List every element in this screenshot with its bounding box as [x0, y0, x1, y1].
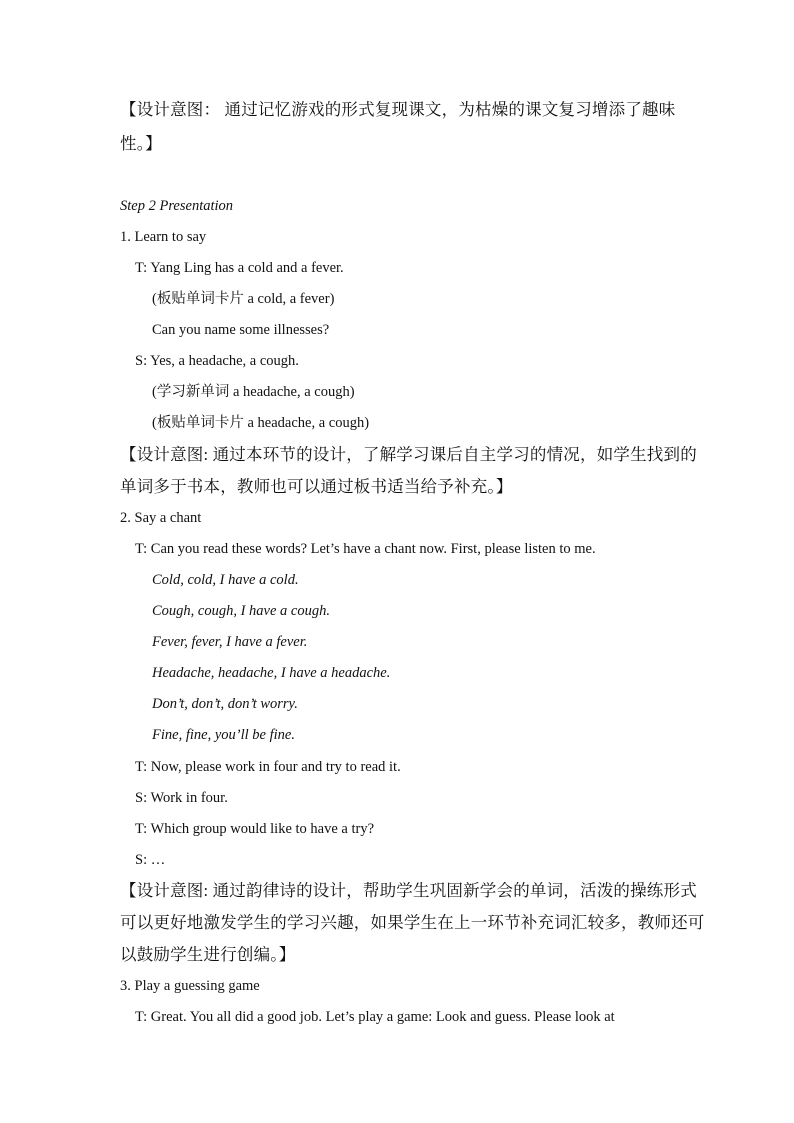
design-intent-2-line-2: 单词多于书本，教师也可以通过板书适当给予补充。】 [120, 477, 513, 496]
chant-line: Fine, fine, you’ll be fine. [152, 727, 295, 743]
dialogue-line: S: Yes, a headache, a cough. [135, 353, 299, 369]
chant-line: Cough, cough, I have a cough. [152, 603, 330, 619]
dialogue-line: T: Which group would like to have a try? [135, 821, 375, 837]
stage-note: (板贴单词卡片 a cold, a fever) [152, 291, 335, 307]
dialogue-line: T: Now, please work in four and try to read it. [135, 759, 401, 775]
dialogue-line: T: Yang Ling has a cold and a fever. [135, 260, 344, 276]
dialogue-line: S: Work in four. [135, 790, 228, 806]
section-2-title: 2. Say a chant [120, 510, 202, 526]
stage-note: (板贴单词卡片 a headache, a cough) [152, 415, 370, 431]
section-3-title: 3. Play a guessing game [120, 978, 260, 994]
dialogue-line: T: Great. You all did a good job. Let’s play a game: Look and guess. Please look at [135, 1009, 615, 1025]
dialogue-line: T: Can you read these words? Let’s have a chant now. First, please listen to me. [135, 541, 596, 557]
chant-line: Fever, fever, I have a fever. [152, 634, 308, 650]
chant-line: Don’t, don’t, don’t worry. [152, 696, 298, 712]
design-intent-3-line-1: 【设计意图: 通过韵律诗的设计，帮助学生巩固新学会的单词，活泼的操练形式 [120, 881, 697, 900]
dialogue-line: S: … [135, 852, 166, 868]
dialogue-line: Can you name some illnesses? [152, 322, 330, 338]
stage-note: (学习新单词 a headache, a cough) [152, 384, 355, 400]
chant-line: Headache, headache, I have a headache. [152, 665, 391, 681]
section-1-title: 1. Learn to say [120, 229, 207, 245]
design-intent-1-line-2: 性。】 [120, 134, 162, 153]
design-intent-3-line-3: 以鼓励学生进行创编。】 [120, 945, 296, 964]
design-intent-1-line-1: 【设计意图： 通过记忆游戏的形式复现课文，为枯燥的课文复习增添了趣味 [120, 100, 676, 119]
design-intent-3-line-2: 可以更好地激发学生的学习兴趣，如果学生在上一环节补充词汇较多，教师还可 [120, 913, 705, 932]
step-heading: Step 2 Presentation [120, 198, 234, 214]
design-intent-2-line-1: 【设计意图: 通过本环节的设计，了解学习课后自主学习的情况，如学生找到的 [120, 445, 697, 464]
chant-line: Cold, cold, I have a cold. [152, 572, 299, 588]
